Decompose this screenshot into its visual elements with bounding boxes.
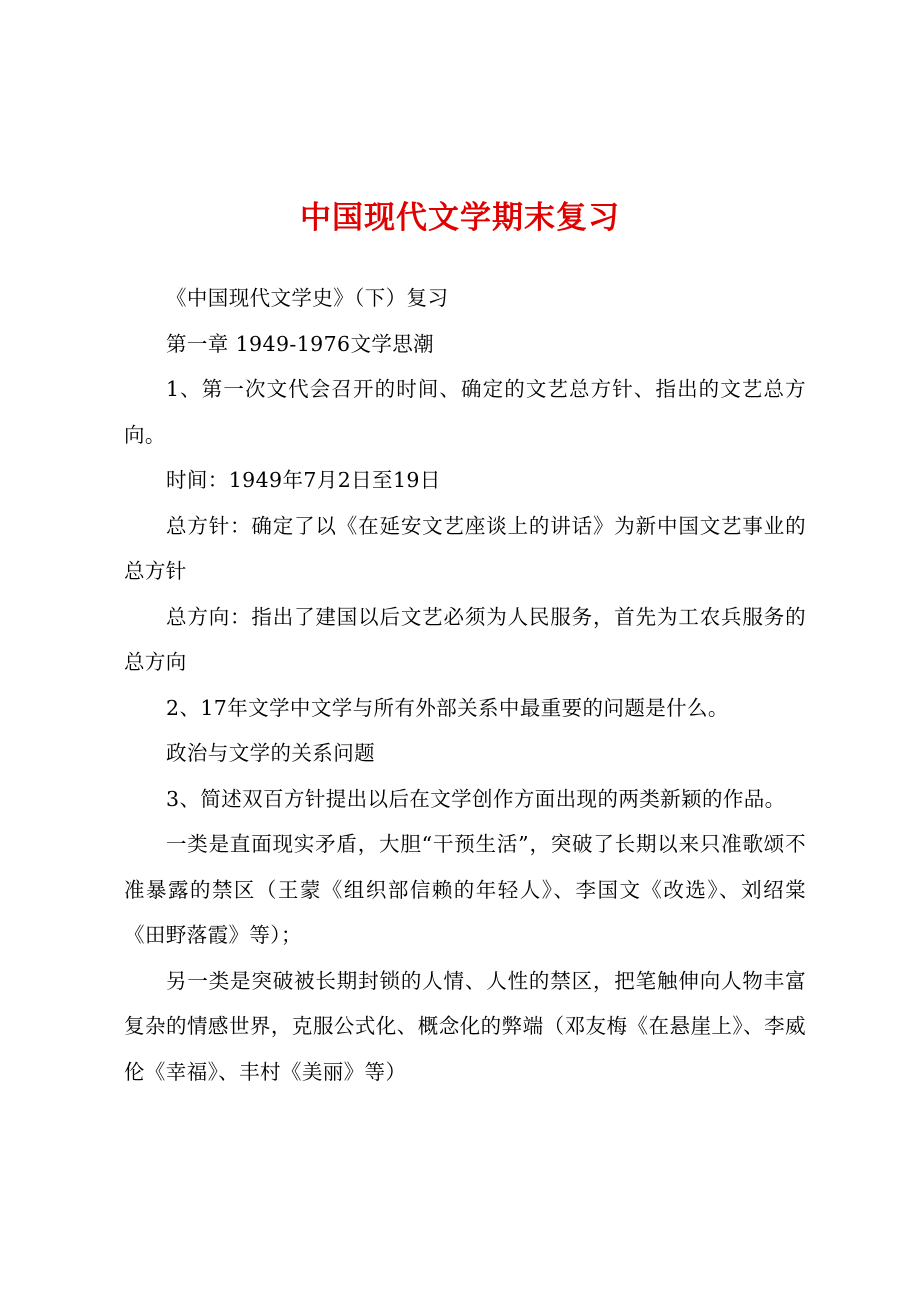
paragraph-question-1: 1、第一次文代会召开的时间、确定的文艺总方针、指出的文艺总方向。 bbox=[124, 377, 806, 447]
paragraph-answer-3a: 一类是直面现实矛盾，大胆“干预生活”，突破了长期以来只准歌颂不准暴露的禁区（王蒙《组织部信赖的年轻人》、李国文《改选》、刘绍棠《田野落霞》等）； bbox=[124, 832, 806, 947]
paragraph-question-2: 2、17年文学中文学与所有外部关系中最重要的问题是什么。 bbox=[166, 695, 729, 720]
paragraph-answer-time: 时间：1949年7月2日至19日 bbox=[166, 468, 441, 492]
paragraph-answer-policy: 总方针：确定了以《在延安文艺座谈上的讲话》为新中国文艺事业的总方针 bbox=[124, 513, 806, 583]
paragraph-answer-direction: 总方向：指出了建国以后文艺必须为人民服务，首先为工农兵服务的总方向 bbox=[124, 604, 806, 674]
paragraph-answer-2: 政治与文学的关系问题 bbox=[166, 741, 375, 765]
paragraph-question-3: 3、简述双百方针提出以后在文学创作方面出现的两类新颖的作品。 bbox=[166, 786, 786, 811]
document-body bbox=[124, 276, 806, 1095]
document-title: 中国现代文学期末复习 bbox=[300, 200, 620, 236]
paragraph-answer-3b: 另一类是突破被长期封锁的人情、人性的禁区，把笔触伸向人物丰富复杂的情感世界，克服公式化、概念化的弊端（邓友梅《在悬崖上》、李威伦《幸福》、丰村《美丽》等） bbox=[124, 968, 806, 1084]
paragraph-chapter-heading: 第一章 1949-1976文学思潮 bbox=[166, 331, 435, 356]
paragraph-book-title: 《中国现代文学史》（下）复习 bbox=[166, 286, 449, 310]
